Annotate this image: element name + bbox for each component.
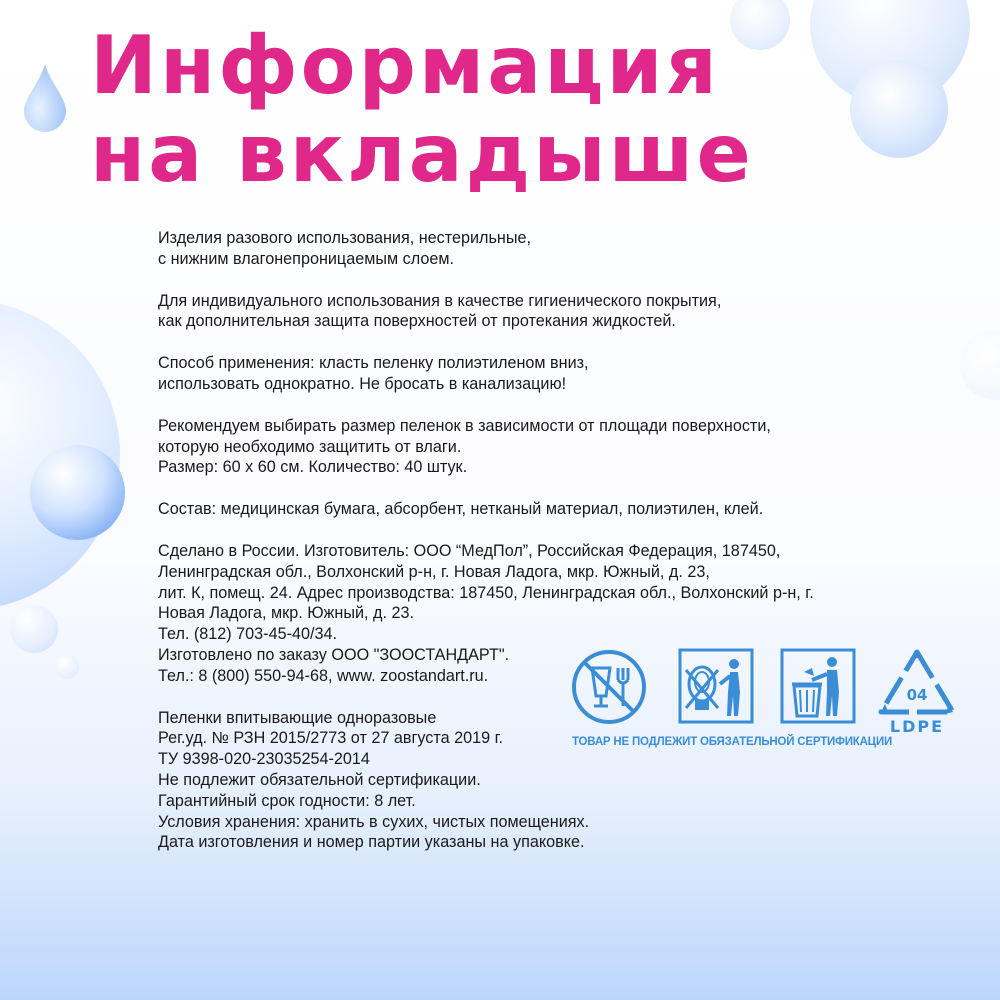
text-line: Пеленки впитывающие одноразовые [158, 708, 437, 727]
page-title-line-1: Информация [90, 19, 720, 112]
paragraph-purpose [158, 291, 878, 333]
text-line: Размер: 60 х 60 см. Количество: 40 штук. [158, 458, 468, 477]
text-line: Изготовлено по заказу ООО "ЗООСТАНДАРТ". [158, 645, 510, 664]
water-drop-icon [20, 62, 70, 132]
text-line: лит. К, помещ. 24. Адрес производства: 187450, Ленинградская обл., Волхонский р-н, г. [158, 583, 814, 602]
text-line: Состав: медицинская бумага, абсорбент, нетканый материал, полиэтилен, клей. [158, 500, 764, 519]
text-line: с нижним влагонепроницаемым слоем. [158, 249, 454, 268]
dispose-in-bin-icon [780, 648, 856, 724]
text-line: Сделано в России. Изготовитель: ООО “МедПол”, Российская Федерация, 187450, [158, 541, 781, 560]
text-line: Не подлежит обязательной сертификации. [158, 770, 481, 789]
text-line: Ленинградская обл., Волхонский р-н, г. Новая Ладога, мкр. Южный, д. 23, [158, 562, 710, 581]
text-line: Дата изготовления и номер партии указаны на упаковке. [158, 833, 585, 852]
text-line: Тел. (812) 703-45-40/34. [158, 625, 337, 644]
page-title [90, 19, 754, 200]
decorative-bubble-right [960, 330, 1000, 400]
decorative-bubble-tiny [55, 655, 79, 679]
insert-text [158, 228, 878, 874]
recycle-material: LDPE [889, 717, 945, 734]
recycle-code: 04 [906, 686, 928, 704]
paragraph-composition [158, 499, 878, 520]
recycle-ldpe-icon [875, 648, 959, 734]
text-line: как дополнительная защита поверхностей от протекания жидкостей. [158, 312, 676, 331]
text-line: Рекомендуем выбирать размер пеленок в зависимости от площади поверхности, [158, 416, 771, 435]
paragraph-size [158, 416, 878, 478]
no-toilet-disposal-icon [678, 648, 754, 724]
certification-note: ТОВАР НЕ ПОДЛЕЖИТ ОБЯЗАТЕЛЬНОЙ СЕРТИФИКАЦИИ [572, 736, 893, 748]
decorative-bubble-small [10, 605, 58, 653]
decorative-bubble-top-right-mid [850, 60, 948, 158]
text-line: Тел.: 8 (800) 550-94-68, www. zoostandart.ru. [158, 666, 489, 685]
text-line: Новая Ладога, мкр. Южный, д. 23. [158, 604, 414, 623]
text-line: Способ применения: класть пеленку полиэтиленом вниз, [158, 354, 589, 373]
paragraph-product-description [158, 228, 878, 270]
text-line: использовать однократно. Не бросать в канализацию! [158, 374, 567, 393]
text-line: Гарантийный срок годности: 8 лет. [158, 791, 416, 810]
paragraph-usage [158, 353, 878, 395]
text-line: Для индивидуального использования в качестве гигиенического покрытия, [158, 291, 722, 310]
decorative-bubble-blue [30, 445, 125, 540]
no-food-contact-icon [570, 648, 648, 726]
text-line: Условия хранения: хранить в сухих, чистых помещениях. [158, 812, 590, 831]
text-line: которую необходимо защитить от влаги. [158, 437, 462, 456]
text-line: Рег.уд. № РЗН 2015/2773 от 27 августа 2019 г. [158, 729, 504, 748]
page-title-line-2: на вкладыше [90, 107, 754, 200]
text-line: ТУ 9398-020-23035254-2014 [158, 750, 370, 769]
text-line: Изделия разового использования, нестерильные, [158, 229, 531, 247]
